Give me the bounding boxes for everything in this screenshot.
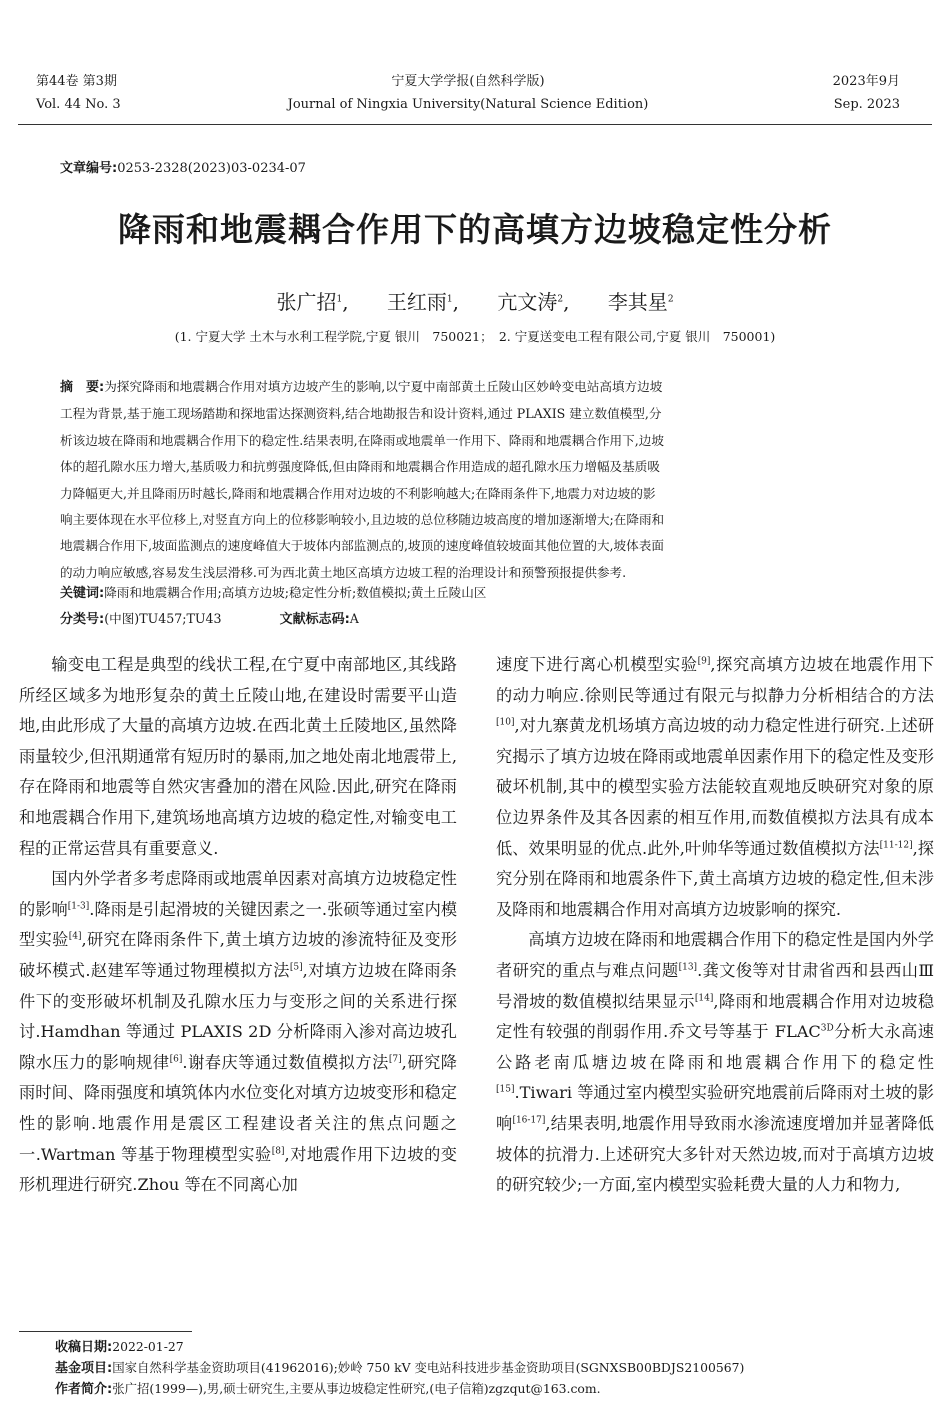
journal-name-cn: 宁夏大学学报(自然科学版) bbox=[391, 74, 545, 89]
publish-date-cn: 2023年9月 bbox=[832, 74, 900, 89]
footnote-author-bio: 作者简介:张广招(1999—),男,硕士研究生,主要从事边坡稳定性研究,(电子信箱)zgzqut@163.com. bbox=[55, 1381, 601, 1397]
body-column-left bbox=[19, 650, 457, 1201]
author: 张广招$^1$, bbox=[276, 290, 349, 314]
issue-en: Vol. 44 No. 3 bbox=[36, 97, 121, 112]
footnotes bbox=[55, 1337, 935, 1400]
abstract-line: 工程为背景,基于施工现场踏勘和探地雷达探测资料,结合地勘报告和设计资料,通过 PLAXIS 建立数值模型,分 bbox=[60, 406, 662, 422]
publish-date-en: Sep. 2023 bbox=[833, 97, 900, 112]
abstract-line: 的动力响应敏感,容易发生浅层滑移.可为西北黄土地区高填方边坡工程的治理设计和预警预报提供参考. bbox=[60, 564, 627, 580]
citation-marker: [4] bbox=[68, 931, 82, 942]
abstract-line: 力降幅更大,并且降雨历时越长,降雨和地震耦合作用对边坡的不利影响越大;在降雨条件下,地震力对边坡的影 bbox=[60, 485, 656, 501]
issue-cn: 第44卷 第3期 bbox=[36, 74, 117, 89]
article-number bbox=[60, 157, 306, 176]
author-list bbox=[0, 286, 950, 315]
author: 亢文涛$^2$, bbox=[497, 290, 570, 314]
abstract-line: 地震耦合作用下,坡面监测点的速度峰值大于坡体内部监测点的,坡顶的速度峰值较坡面其他位置的大,坡体表面 bbox=[60, 538, 664, 554]
classification-label: 分类号: bbox=[60, 612, 105, 627]
author: 李其星$^2$ bbox=[607, 290, 674, 314]
journal-name bbox=[36, 70, 900, 116]
citation-marker: 3D bbox=[820, 1023, 834, 1034]
keywords bbox=[60, 580, 892, 607]
body-paragraph: 输变电工程是典型的线状工程,在宁夏中南部地区,其线路所经区域多为地形复杂的黄土丘陵山地,在建设时需要平山造地,由此形成了大量的高填方边坡.在西北黄土丘陵地区,虽然降雨量较少,但汛期通常有短历时的暴雨,加之地处南北地震带上,存在降雨和地震等自然灾害叠加的潜在风险.因此,研究在降雨和地震耦合作用下,建筑场地高填方边坡的稳定性,对输变电工程的正常运营具有重要意义. bbox=[19, 655, 457, 858]
citation-marker: [14] bbox=[694, 993, 714, 1004]
running-header bbox=[36, 70, 900, 120]
author: 王红雨$^1$, bbox=[386, 290, 459, 314]
abstract-line: 析该边坡在降雨和地震耦合作用下的稳定性.结果表明,在降雨或地震单一作用下、降雨和地震耦合作用下,边坡 bbox=[60, 432, 664, 448]
citation-marker: [1-3] bbox=[67, 901, 90, 912]
citation-marker: [7] bbox=[388, 1054, 402, 1065]
publish-date bbox=[833, 70, 900, 116]
affiliations: (1. 宁夏大学 土木与水利工程学院,宁夏 银川 750021； 2. 宁夏送变电工程有限公司,宁夏 银川 750001) bbox=[174, 329, 776, 344]
abstract-line: 体的超孔隙水压力增大,基质吸力和抗剪强度降低,但由降雨和地震耦合作用造成的超孔隙水压力增幅及基质吸 bbox=[60, 459, 660, 475]
classification-value: (中图)TU457;TU43 bbox=[104, 611, 222, 626]
body-paragraph: 国内外学者多考虑降雨或地震单因素对高填方边坡稳定性的影响[1-3].降雨是引起滑坡的关键因素之一.张硕等通过室内模型实验[4],研究在降雨条件下,黄土填方边坡的渗流特征及变形破坏模式.赵建军等通过物理模拟方法[5],对填方边坡在降雨条件下的变形破坏机制及孔隙水压力与变形之间的关系进行探讨.Hamdhan 等通过 PLAXIS 2D 分析降雨入渗对高边坡孔隙水压力的影响规律[6].谢春庆等通过数值模拟方法[7],研究降雨时间、降雨强度和填筑体内水位变化对填方边坡变形和稳定性的影响.地震作用是震区工程建设者关注的焦点问题之一.Wartman 等基于物理模型实验[8],对地震作用下边坡的变形机理进行研究.Zhou 等在不同离心加 bbox=[19, 869, 458, 1195]
body-column-right bbox=[496, 650, 934, 1201]
citation-marker: [6] bbox=[169, 1054, 183, 1065]
citation-marker: [11-12] bbox=[879, 840, 913, 851]
journal-name-en: Journal of Ningxia University(Natural Science Edition) bbox=[287, 97, 649, 112]
citation-marker: [16-17] bbox=[512, 1115, 546, 1126]
citation-marker: [8] bbox=[271, 1146, 285, 1157]
article-number-value: 0253-2328(2023)03-0234-07 bbox=[117, 161, 306, 176]
body-paragraph: 高填方边坡在降雨和地震耦合作用下的稳定性是国内外学者研究的重点与难点问题[13].龚文俊等对甘肃省西和县西山Ⅲ号滑坡的数值模拟结果显示[14],降雨和地震耦合作用对边坡稳定性有较强的削弱作用.乔文号等基于 $FLAC^{3D}$分析大永高速公路老南瓜塘边坡在降雨和地震耦合作用下的稳定性[15].Tiwari 等通过室内模型实验研究地震前后降雨对土坡的影响[16-17],结果表明,地震作用导致雨水渗流速度增加并显著降低坡体的抗滑力.上述研究大多针对天然边坡,而对于高填方边坡的研究较少;一方面,室内模型实验耗费大量的人力和物力, bbox=[496, 930, 935, 1195]
classification bbox=[60, 606, 892, 633]
document-code-value: A bbox=[349, 611, 359, 626]
document-code-label: 文献标志码: bbox=[279, 612, 350, 627]
footnote-received: 收稿日期:2022-01-27 bbox=[55, 1339, 184, 1355]
keywords-label: 关键词: bbox=[60, 586, 105, 601]
citation-marker: [15] bbox=[496, 1084, 515, 1095]
article-number-label: 文章编号: bbox=[60, 161, 118, 176]
abstract-line: 摘 要:为探究降雨和地震耦合作用对填方边坡产生的影响,以宁夏中南部黄土丘陵山区妙岭变电站高填方边坡 bbox=[60, 379, 663, 395]
abstract bbox=[60, 374, 892, 586]
header-divider bbox=[18, 124, 932, 125]
abstract-label: 摘 要: bbox=[60, 380, 105, 395]
paper-title: 降雨和地震耦合作用下的高填方边坡稳定性分析 bbox=[118, 210, 832, 249]
citation-marker: [10] bbox=[496, 717, 515, 728]
citation-marker: [13] bbox=[678, 962, 698, 973]
citation-marker: [9] bbox=[697, 656, 711, 667]
footnote-funding: 基金项目:国家自然科学基金资助项目(41962016);妙岭 750 kV 变电站科技进步基金资助项目(SGNXSB00BDJS2100567) bbox=[55, 1360, 745, 1376]
footnote-divider bbox=[19, 1331, 192, 1332]
keywords-value: 降雨和地震耦合作用;高填方边坡;稳定性分析;数值模拟;黄土丘陵山区 bbox=[104, 585, 487, 600]
body-paragraph: 速度下进行离心机模型实验[9],探究高填方边坡在地震作用下的动力响应.徐则民等通过有限元与拟静力分析相结合的方法[10],对九寨黄龙机场填方高边坡的动力稳定性进行研究.上述研究揭示了填方边坡在降雨或地震单因素作用下的稳定性及变形破坏机制,其中的模型实验方法能较直观地反映研究对象的原位边界条件及其各因素的相互作用,而数值模拟方法具有成本低、效果明显的优点.此外,叶帅华等通过数值模拟方法[11-12],探究分别在降雨和地震条件下,黄土高填方边坡的稳定性,但未涉及降雨和地震耦合作用对高填方边坡影响的探究. bbox=[496, 655, 934, 919]
abstract-line: 响主要体现在水平位移上,对竖直方向上的位移影响较小,且边坡的总位移随边坡高度的增加逐渐增大;在降雨和 bbox=[60, 512, 665, 528]
citation-marker: [5] bbox=[289, 962, 303, 973]
